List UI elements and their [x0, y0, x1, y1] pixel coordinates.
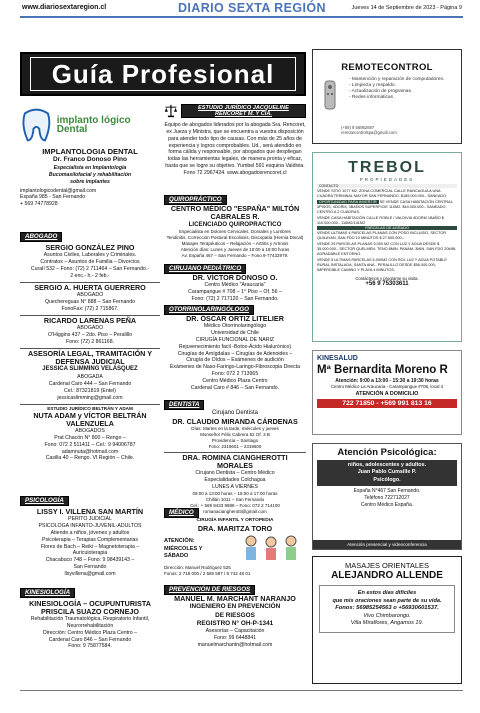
kinesalud-title: Mª Bernardita Moreno R: [317, 364, 448, 376]
guide-banner: [20, 52, 306, 96]
remotecontrol-ad: [312, 49, 462, 144]
masajes-title: MASAJES ORIENTALES: [344, 561, 430, 570]
dentist2-line[interactable]: romanaciangherotti@gmail.com: [203, 508, 267, 514]
kinesiologia-section: [20, 588, 160, 650]
psicologia-section: [20, 496, 160, 578]
trebol-tag: PARCELAS DE AGRADO: [317, 226, 457, 230]
trebol-brand: TREBOL: [348, 159, 426, 176]
otorrino-line: Médico Otorrinolaringólogo: [203, 323, 267, 330]
guide-title: Guía Profesional: [51, 58, 275, 89]
masajes-line: Villa Miraflores, Angamos 19.: [350, 620, 424, 627]
implanto-address: España 985 - San Fernando: [20, 194, 86, 201]
psych-name: LISSY I. VILLENA SAN MARTÍN: [36, 507, 144, 517]
masajes-phones: Fonos: 56985254563 o +56930601537.: [335, 605, 439, 612]
psych-line: PSICOLOGA INFANTO-JUVENIL-ADULTOS: [38, 522, 142, 529]
remote-phone: (+56) 9 56982697: [341, 125, 375, 130]
psych-line: San Fernando: [73, 564, 107, 571]
remote-email[interactable]: remotecontrolspa@gmail.com: [341, 130, 397, 135]
otorrino-line: Universidad de Chile: [211, 329, 259, 336]
psicologica-title: Atención Psicológica:: [337, 447, 437, 458]
lawyer-name: SERGIO GONZÁLEZ PINO: [45, 243, 135, 253]
lawyer-name: SERGIO A. HUERTA GUERRERO: [34, 283, 146, 293]
lawyer-sub: JESSICA SLIMMING VELÁSQUEZ: [42, 366, 138, 373]
trebol-listing: VENDE 5 ULTIMAS PARCELAS 5.000M2 CON ROL LUZ Y AGUA POTABLE RURAL INSTALADA, SANTA ANA - PERALILLO DESDE $56.000.000, IMPERDIBLE CAMINO Y PLAYA 4 MINUTOS.: [317, 258, 447, 272]
quiro-line: Masajes Terapéuticos – Relajación – Artritis y Artrosis: [181, 241, 289, 247]
lawyer-line[interactable]: adamnuta@hotmail.com: [61, 448, 119, 455]
masajes-name: ALEJANDRO ALLENDE: [331, 570, 443, 581]
implanto-phone: + 569 74778928: [20, 201, 58, 208]
abogado-header: ABOGADO: [20, 232, 62, 242]
trebol-ad: [312, 152, 462, 342]
trebol-listing: SE VENDE CASA HABITACIÓN CENTRAL 3PISOS, 4DORM, 3BAÑOS SUPERFICIE 110M2. $44.000.000.- SANEADO, CENTRO A 2 CUADRAS.: [317, 199, 453, 214]
dentista-header: DENTISTA: [164, 400, 204, 410]
kine-line: Dirección: Centro Médico Plaza Centro –: [43, 629, 137, 636]
trebol-listing: VENDE ULTIMAS 4 PARCELAS PLANAS CON POSO INCLUIDO, SECTOR QUILAYAN, SAN FDO 10 MINUTOS $ 27.500.000.-: [317, 231, 447, 241]
dentist-line: Días: Martes en la tarde, miércoles y jueves: [191, 426, 279, 432]
site-url[interactable]: www.diariosextaregion.cl: [22, 4, 107, 11]
quiro-line: Tendinitis. Corrección Postural Escoliosis, Discopatía (Hernia Discal): [166, 235, 304, 241]
medico-section: [164, 508, 306, 577]
kinesalud-ad: [312, 350, 462, 435]
remote-bullet: - Limpieza y respaldo.: [349, 82, 396, 88]
lawyer-line: Curalí 532 – Fono: (72) 2 711464 – San Fernando.-: [30, 265, 150, 272]
implanto-spec1: Especialista en Implantología: [53, 164, 127, 171]
medico-addr: Dirección: Manuel Rodríguez 525: [164, 565, 231, 571]
lawyer-line: ABOGADOS: [75, 428, 105, 435]
medico-name: DRA. MARITZA TORO: [197, 523, 273, 533]
otorrino-name: DR. ÓSCAR ORTIZ LITELIER: [186, 314, 284, 324]
lawyer-pre: ESTUDIO JURÍDICO BELTRÁN Y ADAM: [47, 406, 133, 412]
psicologica-line: Juan Pablo Cumsille P.: [357, 469, 417, 476]
lawyer-line: Asuntos Civiles, Laborales y Criminales.: [43, 252, 137, 259]
abogado-section: [20, 232, 160, 462]
pediatric-line: Centro Médico "Araucaria": [204, 282, 266, 289]
kinesalud-home-service: ATENCIÓN A DOMICILIO: [355, 391, 419, 397]
implanto-logo: [20, 102, 160, 148]
quiro-name: CENTRO MÉDICO "ESPAÑA" MILTÓN CABRALES R.: [170, 204, 300, 222]
psych-line: Atiende a niños, jóvenes y adultos: [50, 529, 130, 536]
footer-rule: [20, 690, 463, 691]
dentist2-line: 09:00 a 13:00 horas – 15:00 a 17:00 horas: [192, 490, 278, 496]
date-page: Jueves 14 de Septiembre de 2023 - Página 9: [351, 5, 462, 11]
remote-control-icon: [321, 79, 345, 123]
psicologica-footer: Atención presencial y videoconferencia: [313, 540, 461, 549]
psicologica-line: Psicólogo.: [373, 476, 401, 483]
masajes-ad: [312, 556, 462, 684]
prev-small: Asesorías – Capacitación: [205, 628, 265, 635]
medico-phones: Fonos: 2 718 000 / 2 585 597 / 9 742 48 01: [164, 571, 251, 577]
tooth-icon: [20, 107, 53, 143]
psych-line: PERITO JUDICIAL: [68, 516, 112, 523]
dentist-name: DR. CLAUDIO MIRANDA CÁRDENAS: [172, 417, 298, 427]
trebol-tag: CONTACTO: [317, 184, 457, 188]
lawyer-line: FonoFax: (72) 2 715867.: [61, 305, 119, 312]
lawyer-line: ABOGADO: [76, 292, 104, 299]
dentist-sub: Cirujano Dentista: [211, 410, 259, 417]
estudio-text: Equipo de abogados liderados por la abogada Sra. Rencoret, ex Jueza y Ministra, que se encuentra a vuestra disposición para atender todo tipo de causas. Con más de 25 años de experiencia y logros comprobables. Ud., será atendido en forma cálida y responsable, por abogados que despliegan todas las herramientas legales, de manera pronta y eficaz, hasta que se logre su objetivo. Yumbel 591 esquina Valdivia. Fono 72 2967424. www.abogadosrencoret.cl: [164, 122, 306, 177]
implanto-spec2: Bucomaxilofacial y rehabilitación: [48, 171, 132, 178]
dentist2-line: Especialidades Colchagua: [204, 477, 266, 484]
otorrino-header: OTORRINOLARINGÓLOGO: [164, 305, 254, 315]
otorrino-line: Cirugía de Oídos – Exámenes de audición: [186, 357, 284, 364]
scales-of-justice-icon: [164, 102, 178, 120]
lawyer-line: Cardenal Caro 444 – San Fernando: [48, 380, 132, 387]
implanto-spec3: sobre implantes: [70, 178, 110, 185]
lawyer-line[interactable]: jessicaslimming@gmail.com: [57, 394, 123, 401]
lawyer-name: RICARDO LARENAS PEÑA: [43, 316, 137, 326]
implanto-title: IMPLANTOLOGIA DENTAL: [42, 147, 138, 156]
psicologia-header: PSICOLOGÍA: [20, 496, 69, 506]
kinesalud-phones: 722 71850 - +569 991 813 16: [317, 399, 457, 408]
psych-line: Auriculoterapia: [72, 550, 108, 557]
lawyer-line: Contratos – Asuntos de Familia – Divorcios: [40, 258, 140, 265]
otorrino-line: Fono: 072 2 713965: [211, 371, 259, 378]
medico-line1: CIRUGÍA INFANTIL Y ORTOPEDIA: [196, 518, 274, 524]
prevencion-section: [164, 585, 306, 649]
psych-line: Chacabuco 748 – Fono: 9 98439143 –: [45, 557, 135, 564]
remote-bullet: - Redes informáticas: [349, 94, 393, 100]
quiro-line: Atención días: Lunes y Jueves de 10:00 a 18:00 horas: [180, 247, 290, 253]
implanto-doctor: Dr. Franco Donoso Pino: [52, 156, 128, 164]
otorrino-line: CIRUGÍA FUNCIONAL DE NARIZ: [195, 336, 275, 343]
pediatrico-header: CIRUJANO PEDIÁTRICO: [164, 264, 246, 274]
masajes-line: Vivo Chimbarongo.: [363, 612, 411, 619]
pediatric-line: Fono: (72) 2 717120 – San Fernando.: [191, 295, 279, 302]
lawyer-name: ASESORÍA LEGAL, TRAMITACIÓN Y DEFENSA JUDICIAL: [27, 349, 153, 367]
kine-line: Rehabilitación Traumatológica, Respiratorio Infantil,: [30, 616, 150, 623]
dentist2-line: LUNES A VIERNES: [212, 483, 258, 490]
pediatric-line: Carampangue # 708 – 1° Piso – Of. 56 –: [188, 288, 282, 295]
lawyer-line: Casilla 40 – Rengo. VI Región – Chile.: [45, 455, 135, 462]
psicologica-ad: [312, 443, 462, 550]
quiro-sub: LICENCIADO QUIROPRACTICO: [188, 221, 282, 229]
trebol-listing: VENDE 29 PARCELAS PLANAS 5.000 M2 CON LUZ Y AGUA DESDE $ 35.000.000.- SECTOR QUELMEN, TENO 8MIN. PANAM. 3MIN. SAN FDO 20MIN. AGRADABLE ENTORNO.: [317, 242, 457, 257]
implanto-card: [20, 148, 160, 208]
trebol-phone: +56 9 75303611: [365, 280, 409, 287]
dentist-line: Fono: 2319601 – 2319600: [208, 443, 262, 449]
kinesalud-logo: KINESALUD: [317, 355, 358, 362]
trebol-listing: VENDE CASA HABITACIÓN CALLE ROBLE / VALDIVIA 4DORM 1BAÑO $ 110.000.000.- 116M2/141M2: [317, 215, 444, 225]
prev-small: Fono: 99 6448841: [213, 635, 257, 642]
estudio-header: ESTUDIO JURÍDICO JACQUELINE RENCORET M. Y CÍA.: [181, 104, 306, 119]
kine-name: KINESIOLOGÍA – OCUPUNTURISTA PRISCILA SUAZO CORNEJO: [29, 599, 151, 617]
trebol-listing: VENDE SITIO 1077 M2, ZONA COMERCIAL CALLE RANCAGUA A UNA CUADRA TERMINAL MAYOR SAN FERNANDO. $185.000.000.- SANEADO.: [317, 189, 448, 198]
lawyer-line: O'Higgins 437 – 2do. Piso – Peralillo: [47, 332, 133, 339]
remotecontrol-brand: REMOTECONTROL: [341, 62, 433, 73]
dentist-line: Monseñor Félix Cabrera 62 Of. 3 B: [200, 431, 270, 437]
kine-line: Cardenal Caro 846 – San Fernando: [48, 636, 132, 643]
children-illustration-icon: [236, 533, 306, 565]
psych-line: Psicoterapia – Terapias Complementarias: [42, 536, 138, 543]
trebol-sub: PROPIEDADES: [359, 177, 415, 182]
pediatrico-section: [164, 264, 306, 303]
implanto-logo-text: implanto lógico Dental: [56, 114, 131, 135]
lawyer-line: 2 enc.- h.- 2 feb.-: [70, 272, 110, 279]
quiropractico-header: QUIROPRÁCTICO: [164, 195, 227, 205]
otorrino-line: Exámenes de Naso-Faringo-Laringo-Fibroscopia Directa: [169, 364, 301, 371]
trebol-tag: OPORTUNIDAD PARA INVERTIR: [319, 199, 377, 204]
prevencion-header: PREVENCIÓN DE RIESGOS: [164, 585, 255, 595]
kine-line: Fono: 9 75877584.: [68, 643, 112, 650]
psicologica-line: niños, adolescentes y adultos.: [347, 462, 427, 468]
psych-line[interactable]: llsyvillena@gmail.com: [64, 570, 116, 577]
lawyer-line: ABOGADO: [76, 325, 104, 332]
prev-line: INGENIERO EN PREVENCIÓN: [189, 603, 281, 611]
trebol-cta: Contáctenos y programe su visita.: [355, 275, 419, 281]
medico-att: ATENCIÓN: MIÉRCOLES Y SÁBADO: [164, 538, 203, 560]
kinesiologia-header: KINESIOLOGÍA: [20, 588, 75, 598]
lawyer-name: NUTA ADAM y VÍCTOR BELTRÁN VALENZUELA: [33, 411, 147, 429]
masajes-line: que mis oraciones sean parte de su vida.: [332, 597, 442, 604]
prev-line: DE RIESGOS: [215, 611, 255, 619]
psicologica-addr: España N°467 San Fernando.: [353, 487, 421, 494]
kine-line: Neurorrehabilitación: [66, 622, 114, 629]
medico-header: MÉDICO: [164, 508, 199, 518]
header-rule: [20, 16, 463, 18]
otorrino-line: Rejuvenecimiento facil -Botox-Ácido Hialurónico): [178, 343, 292, 350]
lawyer-line: Cel.: 87321819 (Entel): [64, 387, 116, 394]
dentist2-line: Chillán 1011 – San Fernando: [205, 496, 265, 502]
kinesalud-hours: Atención: 9:00 a 13:00 - 15:30 a 19:30 horas: [335, 378, 439, 384]
otorrino-line: Cirugías de Amígdalas – Cirugías de Adenoides –: [177, 350, 293, 357]
remote-bullet: - Actualización de programas.: [349, 88, 413, 94]
psych-line: Flores de Bach – Reiki – Magnetoterapia –: [40, 543, 140, 550]
masajes-line: En estos días difíciles: [357, 590, 417, 596]
lawyer-line: Prat Chacón N° 800 – Rengo –: [54, 434, 126, 441]
pediatric-name: DR. VÍCTOR DONOSO O.: [192, 273, 278, 283]
lawyer-line: ABOGADA: [77, 374, 103, 381]
newspaper-title: DIARIO SEXTA REGIÓN: [178, 1, 326, 15]
remote-bullet: - Mantención y reparación de computadores.: [349, 77, 445, 82]
dentist2-line: Cel.: + 569 9433 9888 – Fono: 072 2 714100: [190, 502, 280, 508]
dentist2-name: DRA. ROMINA CIANGHEROTTI MORALES: [182, 453, 288, 471]
prev-name: MANUEL M. MARCHANT NARANJO: [174, 594, 296, 604]
otorrino-line: Cardenal Caro # 846 – San Fernando.: [190, 384, 280, 391]
lawyer-line: Fono: 072 2 511411 – Cel.: 9 94006787: [44, 441, 136, 448]
estudio-section: [164, 102, 306, 177]
lawyer-line: Fono: (72) 2 861168.: [65, 338, 115, 345]
quiropractico-section: [164, 195, 306, 259]
quiro-line: Av. España 467 – San Fernando – Fono 9-77432979.: [181, 252, 289, 258]
dentist2-line: Cirujano Dentista – Centro Médico: [195, 470, 275, 477]
otorrino-line: Centro Médico Plaza Centro: [202, 377, 268, 384]
implanto-email[interactable]: implantologicodental@gmail.com: [20, 187, 97, 194]
dentista-section: [164, 400, 306, 515]
dentist-line: Providencia – Santiago: [211, 437, 259, 443]
quiro-line: Especialista en Dolores Cervicales, Dorsales y Lumbres: [179, 229, 291, 235]
otorrino-section: [164, 305, 306, 392]
kinesalud-address: Centro Médico La Araucaria - Carampangue #708, local 4: [330, 384, 444, 389]
psicologica-tel: Teléfono 722712027: [364, 494, 410, 501]
psicologica-centro: Centro Médico España.: [360, 501, 414, 508]
lawyer-line: Quechereguas N° 888 – San Fernando: [44, 298, 136, 305]
prev-line: REGISTRO N° OH-P-1341: [196, 620, 274, 628]
prev-small[interactable]: manuelmarchantn@hotmail.com: [197, 642, 273, 649]
